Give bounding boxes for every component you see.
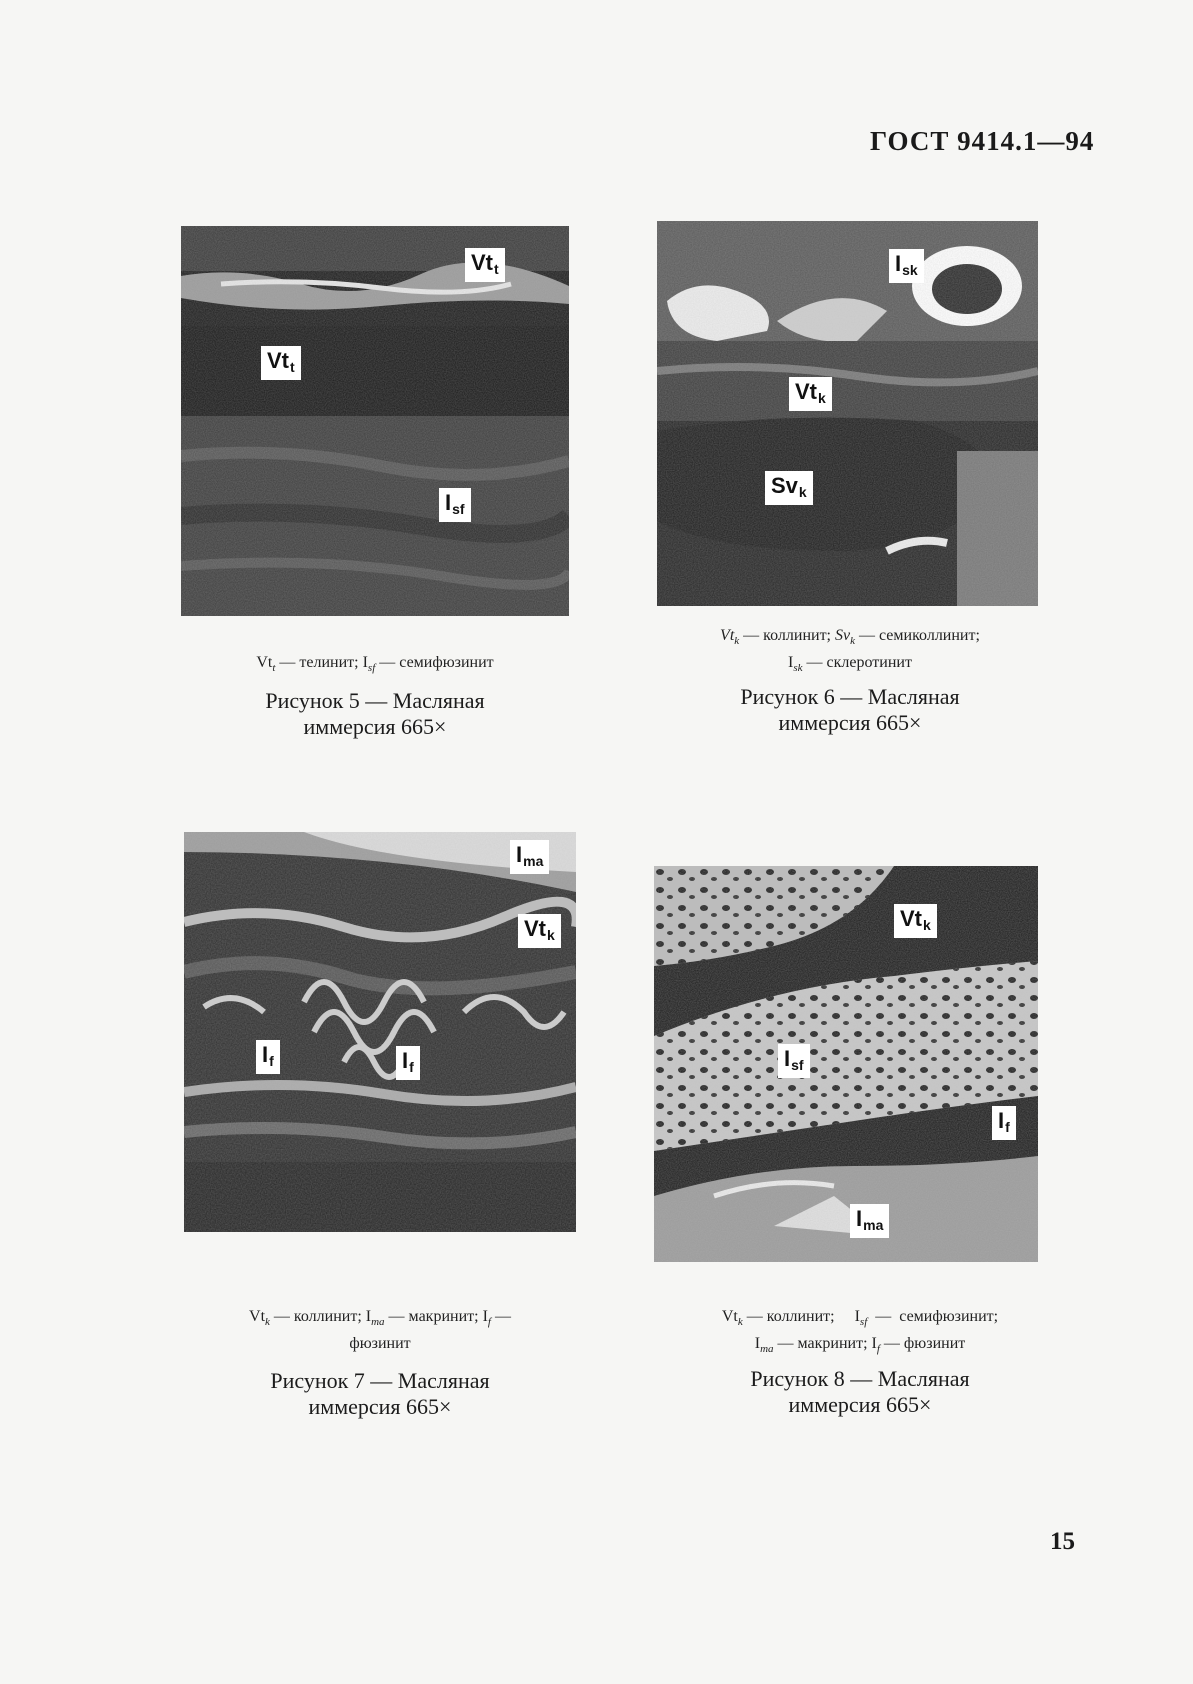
micrograph-figure-5 [181,226,569,616]
figure-7-caption [160,1368,600,1420]
caption-line-2: иммерсия 665× [778,710,922,735]
figure-5-legend [160,652,590,679]
document-header: ГОСТ 9414.1—94 [870,126,1095,156]
figure-6-label-1: $I_{sk}$ [889,249,924,283]
caption-line-2: иммерсия 665× [308,1394,452,1419]
caption-line-2: иммерсия 665× [788,1392,932,1417]
figure-8-label-3: $I_f$ [992,1106,1016,1140]
figure-5-label-1: $Vt_t$ [465,248,505,282]
figure-8-label-2: $I_{sf}$ [778,1044,810,1078]
figure-8-caption [630,1366,1090,1418]
legend-line-1: $Vt_k$ — коллинит; $I_{sf}$ — семифюзинит; [721,1308,999,1329]
legend-line: $Vt_t$ — телинит; $I_{sf}$ — семифюзинит [256,654,494,675]
figure-6-label-2: $Vt_k$ [789,377,832,411]
figure-6-caption [630,684,1070,736]
figure-7-label-1: $I_{ma}$ [510,840,549,874]
legend-line-2: фюзинит [349,1335,411,1353]
legend-line-2: $I_{sk}$ — склеротинит [788,654,912,675]
figure-5-label-3: $I_{sf}$ [439,488,471,522]
figure-5-caption [160,688,590,740]
figure-6-legend [630,625,1070,679]
caption-line-1: Рисунок 5 — Масляная [265,688,485,713]
legend-line-2: $I_{ma}$ — макринит; $I_f$ — фюзинит [754,1335,966,1356]
page-number: 15 [1050,1528,1075,1555]
figure-7-label-4: $I_f$ [396,1046,420,1080]
figure-5-label-2: $Vt_t$ [261,346,301,380]
micrograph-figure-6 [657,221,1038,606]
figure-8-legend [630,1306,1090,1360]
legend-line-1: $Vt_k$ — коллинит; $I_{ma}$ — макринит; $I_f$ — [249,1308,511,1329]
caption-line-1: Рисунок 7 — Масляная [270,1368,490,1393]
figure-8-label-4: $I_{ma}$ [850,1204,889,1238]
caption-line-2: иммерсия 665× [303,714,447,739]
figure-8-label-1: $Vt_k$ [894,904,937,938]
legend-line-1: $Vt_k$ — коллинит; $Sv_k$ — семиколлинит; [720,627,980,648]
micrograph-figure-8 [654,866,1038,1262]
figure-7-legend [160,1306,600,1355]
figure-6-label-3: $Sv_k$ [765,471,813,505]
caption-line-1: Рисунок 6 — Масляная [740,684,960,709]
figure-7-label-2: $Vt_k$ [518,914,561,948]
micrograph-figure-7 [184,832,576,1232]
figure-7-label-3: $I_f$ [256,1040,280,1074]
caption-line-1: Рисунок 8 — Масляная [750,1366,970,1391]
